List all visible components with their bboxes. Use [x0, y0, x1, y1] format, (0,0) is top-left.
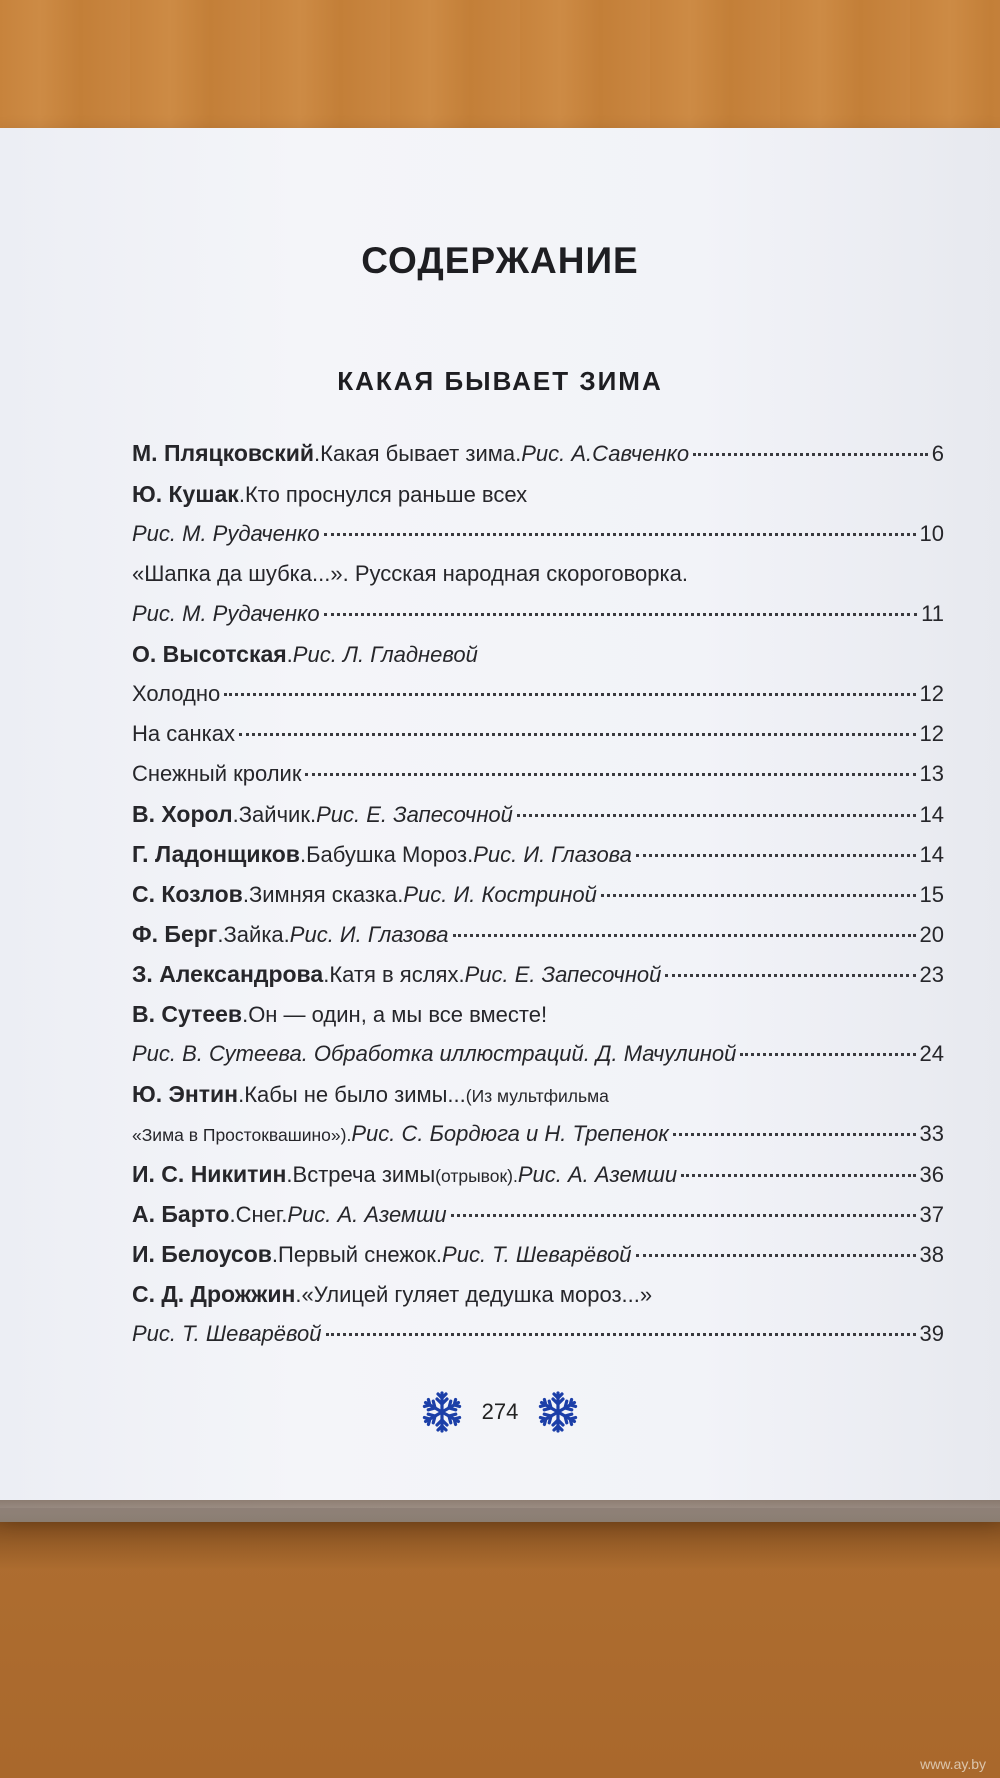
toc-illustrator: Рис. А. Аземши [517, 1162, 678, 1187]
toc-line [132, 801, 944, 841]
toc-line [132, 881, 944, 921]
toc-title: Он — один, а мы все вместе! [248, 1002, 548, 1027]
toc-line [132, 1281, 944, 1321]
toc-line [132, 921, 944, 961]
toc-author: А. Барто [132, 1201, 230, 1227]
toc-separator: . [242, 1002, 249, 1027]
dot-leader [681, 1174, 915, 1177]
toc-line [132, 1041, 944, 1081]
toc-illustrator: Рис. А. Аземши [287, 1202, 447, 1227]
toc-line [132, 961, 944, 1001]
toc-line [132, 440, 944, 480]
dot-leader [636, 1254, 916, 1257]
toc-illustrator: Рис. В. Сутеева. Обработка иллюстраций. Д. Мачулиной [132, 1041, 737, 1066]
dot-leader [451, 1214, 916, 1217]
dot-leader [693, 453, 928, 456]
toc-page-number: 38 [919, 1242, 944, 1267]
toc-note: «Зима в Простоквашино»). [132, 1125, 352, 1145]
toc-page-number: 6 [931, 441, 944, 466]
toc-line [132, 841, 944, 881]
snowflake-icon [420, 1390, 464, 1434]
toc-line [132, 1161, 944, 1201]
toc-page-number: 24 [919, 1041, 944, 1066]
toc-title: Холодно [132, 681, 221, 706]
toc-illustrator: Рис. Л. Гладневой [292, 642, 478, 667]
page-number: 274 [481, 1399, 519, 1424]
toc-line [132, 641, 944, 681]
toc-page-number: 39 [919, 1321, 944, 1346]
toc-separator: . [217, 922, 224, 947]
toc-line [132, 521, 944, 561]
dot-leader [517, 814, 916, 817]
toc-line [132, 1121, 944, 1161]
section-heading: КАКАЯ БЫВАЕТ ЗИМА [337, 366, 663, 396]
toc-page-number: 10 [919, 521, 944, 546]
toc-author: В. Хорол [132, 801, 233, 827]
toc-illustrator: Рис. М. Рудаченко [132, 521, 320, 546]
toc-line [132, 1001, 944, 1041]
toc-separator: . [295, 1282, 302, 1307]
toc-line [132, 1081, 944, 1121]
dot-leader [453, 934, 916, 937]
toc-author: Г. Ладонщиков [132, 841, 300, 867]
toc-separator: . [314, 441, 321, 466]
toc-separator: . [242, 882, 249, 907]
toc-title: Зимняя сказка. [248, 882, 404, 907]
toc-title: «Улицей гуляет дедушка мороз...» [301, 1282, 653, 1307]
toc-page-number: 14 [919, 842, 944, 867]
toc-title: Снег. [235, 1202, 288, 1227]
toc-separator: . [299, 842, 307, 867]
dot-leader [601, 894, 916, 897]
toc-page-number: 12 [919, 721, 944, 746]
dot-leader [673, 1133, 916, 1136]
toc-note: (Из мультфильма [465, 1086, 609, 1106]
toc-illustrator: Рис. М. Рудаченко [132, 601, 320, 626]
dot-leader [665, 974, 915, 977]
toc-page-number: 33 [919, 1121, 944, 1146]
toc-illustrator: Рис. Е. Запесочной [316, 802, 513, 827]
toc-title: Первый снежок. [278, 1242, 443, 1267]
toc-title: Кабы не было зимы... [244, 1082, 466, 1107]
toc-line [132, 561, 944, 601]
toc-page-number: 20 [919, 922, 944, 947]
dot-leader [636, 854, 916, 857]
toc-separator: . [323, 962, 330, 987]
toc-line [132, 721, 944, 761]
dot-leader [324, 613, 918, 616]
dot-leader [324, 533, 916, 536]
toc-author: С. Козлов [132, 881, 243, 907]
toc-author: Ф. Берг [132, 921, 218, 947]
toc-author: Ю. Энтин [132, 1081, 239, 1107]
dot-leader [224, 693, 915, 696]
toc-author: С. Д. Дрожжин [132, 1281, 296, 1307]
toc-illustrator: Рис. С. Бордюга и Н. Трепенок [351, 1121, 669, 1146]
dot-leader [305, 773, 915, 776]
toc-illustrator: Рис. И. Глазова [289, 922, 449, 947]
toc-title: Зайчик. [238, 802, 317, 827]
toc-illustrator: Рис. И. Глазова [473, 842, 632, 867]
toc-title: На санках [132, 721, 235, 746]
toc-line [132, 681, 944, 721]
toc-title: Бабушка Мороз. [306, 842, 474, 867]
toc-separator: . [238, 1082, 245, 1107]
toc-separator: . [232, 802, 239, 827]
toc-title: Какая бывает зима. [320, 441, 522, 466]
toc-title: Зайка. [223, 922, 290, 947]
toc-illustrator: Рис. А.Савченко [521, 441, 690, 466]
toc-title: Снежный кролик [132, 761, 302, 786]
toc-line [132, 761, 944, 801]
toc-separator: . [271, 1242, 279, 1267]
toc-separator: . [286, 642, 293, 667]
toc-author: И. С. Никитин [132, 1161, 287, 1187]
toc-author: В. Сутеев [132, 1001, 243, 1027]
toc-line [132, 481, 944, 521]
toc-author: И. Белоусов [132, 1241, 272, 1267]
toc-illustrator: Рис. Е. Запесочной [464, 962, 662, 987]
toc-illustrator: Рис. Т. Шеварёвой [132, 1321, 322, 1346]
toc-author: О. Высотская [132, 641, 287, 667]
toc-author: З. Александрова [132, 961, 324, 987]
toc-illustrator: Рис. Т. Шеварёвой [442, 1242, 632, 1267]
toc-note: (отрывок). [435, 1166, 518, 1186]
toc-page-number: 14 [919, 802, 944, 827]
page-footer [0, 1388, 1000, 1436]
dot-leader [740, 1053, 915, 1056]
toc-author: Ю. Кушак [132, 481, 239, 507]
toc-line [132, 1201, 944, 1241]
toc-author: М. Пляцковский [132, 440, 315, 466]
toc-separator: . [238, 482, 245, 507]
toc-title: Встреча зимы [292, 1162, 436, 1187]
toc-title: Катя в яслях. [329, 962, 465, 987]
snowflake-icon [536, 1390, 580, 1434]
dot-leader [326, 1333, 916, 1336]
toc-line [132, 1241, 944, 1281]
toc-title: «Шапка да шубка...». Русская народная скороговорка. [132, 561, 688, 586]
toc-line [132, 1321, 944, 1361]
page-title: СОДЕРЖАНИЕ [361, 240, 639, 281]
toc-title: Кто проснулся раньше всех [244, 482, 528, 507]
toc-page-number: 23 [919, 962, 944, 987]
toc-page-number: 11 [921, 601, 944, 626]
toc-illustrator: Рис. И. Костриной [403, 882, 597, 907]
toc-page-number: 13 [919, 761, 944, 786]
dot-leader [239, 733, 916, 736]
toc-separator: . [229, 1202, 236, 1227]
toc-page-number: 12 [919, 681, 944, 706]
toc-page-number: 15 [919, 882, 944, 907]
site-watermark: www.ay.by [920, 1756, 986, 1772]
toc-separator: . [286, 1162, 293, 1187]
toc-page-number: 36 [919, 1162, 944, 1187]
toc-line [132, 601, 944, 641]
toc-page-number: 37 [919, 1202, 944, 1227]
